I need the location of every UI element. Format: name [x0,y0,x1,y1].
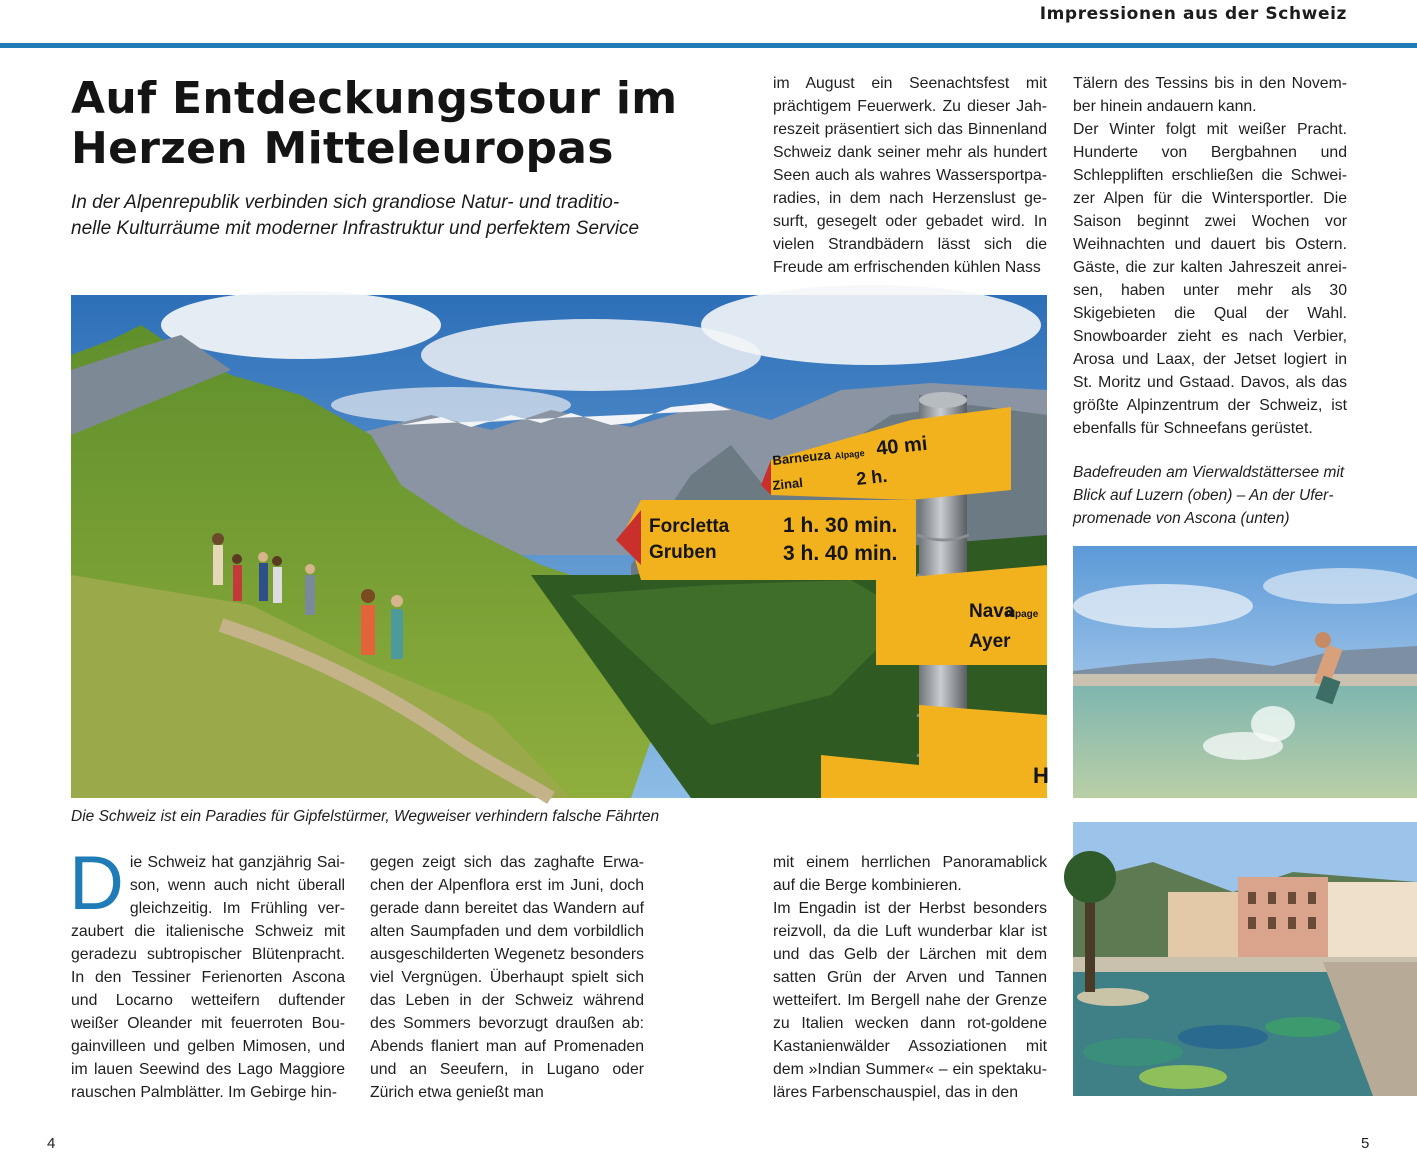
sign-time-3h40: 3 h. 40 min. [783,542,898,565]
header-rule [0,43,1417,48]
headline: Auf Entdeckungstour im Herzen Mitteleuropas [71,73,678,174]
sign-time-1h30: 1 h. 30 min. [783,514,898,537]
text-column-1 [69,841,345,1104]
paragraph: Der Winter folgt mit weißer Pracht. Hunderte von Bergbahnen und Schleppliften erschließen die Schweizer Alpen für die Wintersportler. Die Saison beginnt zwei Wochen vor Weihnachten und dauert bis Ostern. Gäste, die zur kalten Jahreszeit anreisen, haben unter mehr als 30 Skigebieten die Qual der Wahl. Snowboarder zieht es nach Verbier, Arosa und Laax, der Jetset logiert in St. Moritz und Gstaad. Davos, als das größte Alpinzentrum der Schweiz, ist ebenfalls für Schneefans gerüstet. [1073,121,1347,437]
sign-time-2h: 2 h. [855,465,889,489]
paragraph: im August ein Seenachtsfest mit prächtigem Feuerwerk. Zu dieser Jahreszeit präsentiert sich das Binnenland Schweiz dank seiner mehr als hundert Seen auch als wahres Wassersportparadies, in dem nach Herzenslust gesurft, gesegelt oder gebadet wird. In vielen Strandbädern lässt sich die Freude am erfrischenden kühlen Nass [773,75,1047,276]
caption-side-photos: Badefreuden am Vierwaldstättersee mit Blick auf Luzern (oben) – An der Uferpromenade von Ascona (unten) [1073,464,1345,527]
sign-place-barneuza-sub: Alpage [834,447,866,461]
paragraph: Im Engadin ist der Herbst besonders reizvoll, da die Luft wunderbar klar ist und das Gelb der Lärchen mit dem satten Grün der Arven und Tannen wetteifert. Im Bergell nahe der Grenze zu Italien wecken dann rot-goldene Kastanienwälder Assoziationen mit dem »Indian Summer« – ein spektakuläres Farbenschauspiel, das in den [773,900,1047,1101]
paragraph: mit einem herrlichen Panoramablick auf die Berge kombinieren. [773,854,1047,894]
sign-place-zinal: Zinal [771,474,804,493]
sign-place-gruben: Gruben [649,542,717,563]
sign-place-barneuza: Barneuza [771,446,832,468]
ascona-promenade-photo [1073,822,1417,1096]
page-number-left: 4 [47,1135,56,1152]
sign-place-ayer: Ayer [969,631,1011,652]
sign-place-nava-sub: Alpage [1005,609,1039,620]
running-head: Impressionen aus der Schweiz [1039,4,1347,24]
caption-main-photo: Die Schweiz ist ein Paradies für Gipfelstürmer, Wegweiser verhindern falsche Fährten [71,808,660,825]
paragraph: gegen zeigt sich das zaghafte Erwachen der Alpenflora erst im Juni, doch gerade dann bereitet das Wandern auf alten Saumpfaden und dem vorbildlich ausgeschilderten Wegenetz besonders viel Vergnügen. Überhaupt spielt sich das Leben in der Schweiz während des Sommers bevorzugt draußen ab: Abends flaniert man auf Promenaden und an Seeufern, in Lugano oder Zürich etwa genießt man [370,854,644,1101]
page-number-right: 5 [1361,1135,1370,1152]
text-column-top [773,72,1047,279]
hiking-trail-photo [71,295,1047,798]
text-column-2 [370,851,644,1104]
sign-letter-h: H [1033,763,1049,788]
drop-cap: D [69,841,124,926]
lake-swimming-photo [1073,546,1417,798]
sign-place-nava: Nava [969,601,1015,622]
paragraph: Tälern des Tessins bis in den November hinein andauern kann. [1073,75,1347,115]
sign-place-forcletta: Forcletta [649,516,730,537]
sign-time-40: 40 mi [875,432,929,460]
paragraph: ie Schweiz hat ganzjährig Saison, wenn auch nicht überall gleichzeitig. Im Frühling verzaubert die italienische Schweiz mit geradezu subtropischer Blütenpracht. In den Tessiner Ferienorten Ascona und Locarno wetteifern duftender weißer Oleander mit feuerroten Bougainvilleen und gelben Mimosen, und im lauen Seewind des Lago Maggiore rauschen Palmblätter. Im Gebirge hin- [71,854,345,1101]
text-column-far-right [1073,72,1347,440]
deck: In der Alpenrepublik verbinden sich grandiose Natur- und traditionelle Kulturräume mit moderner Infrastruktur und perfektem Service [71,192,640,239]
text-column-3 [773,851,1047,1104]
